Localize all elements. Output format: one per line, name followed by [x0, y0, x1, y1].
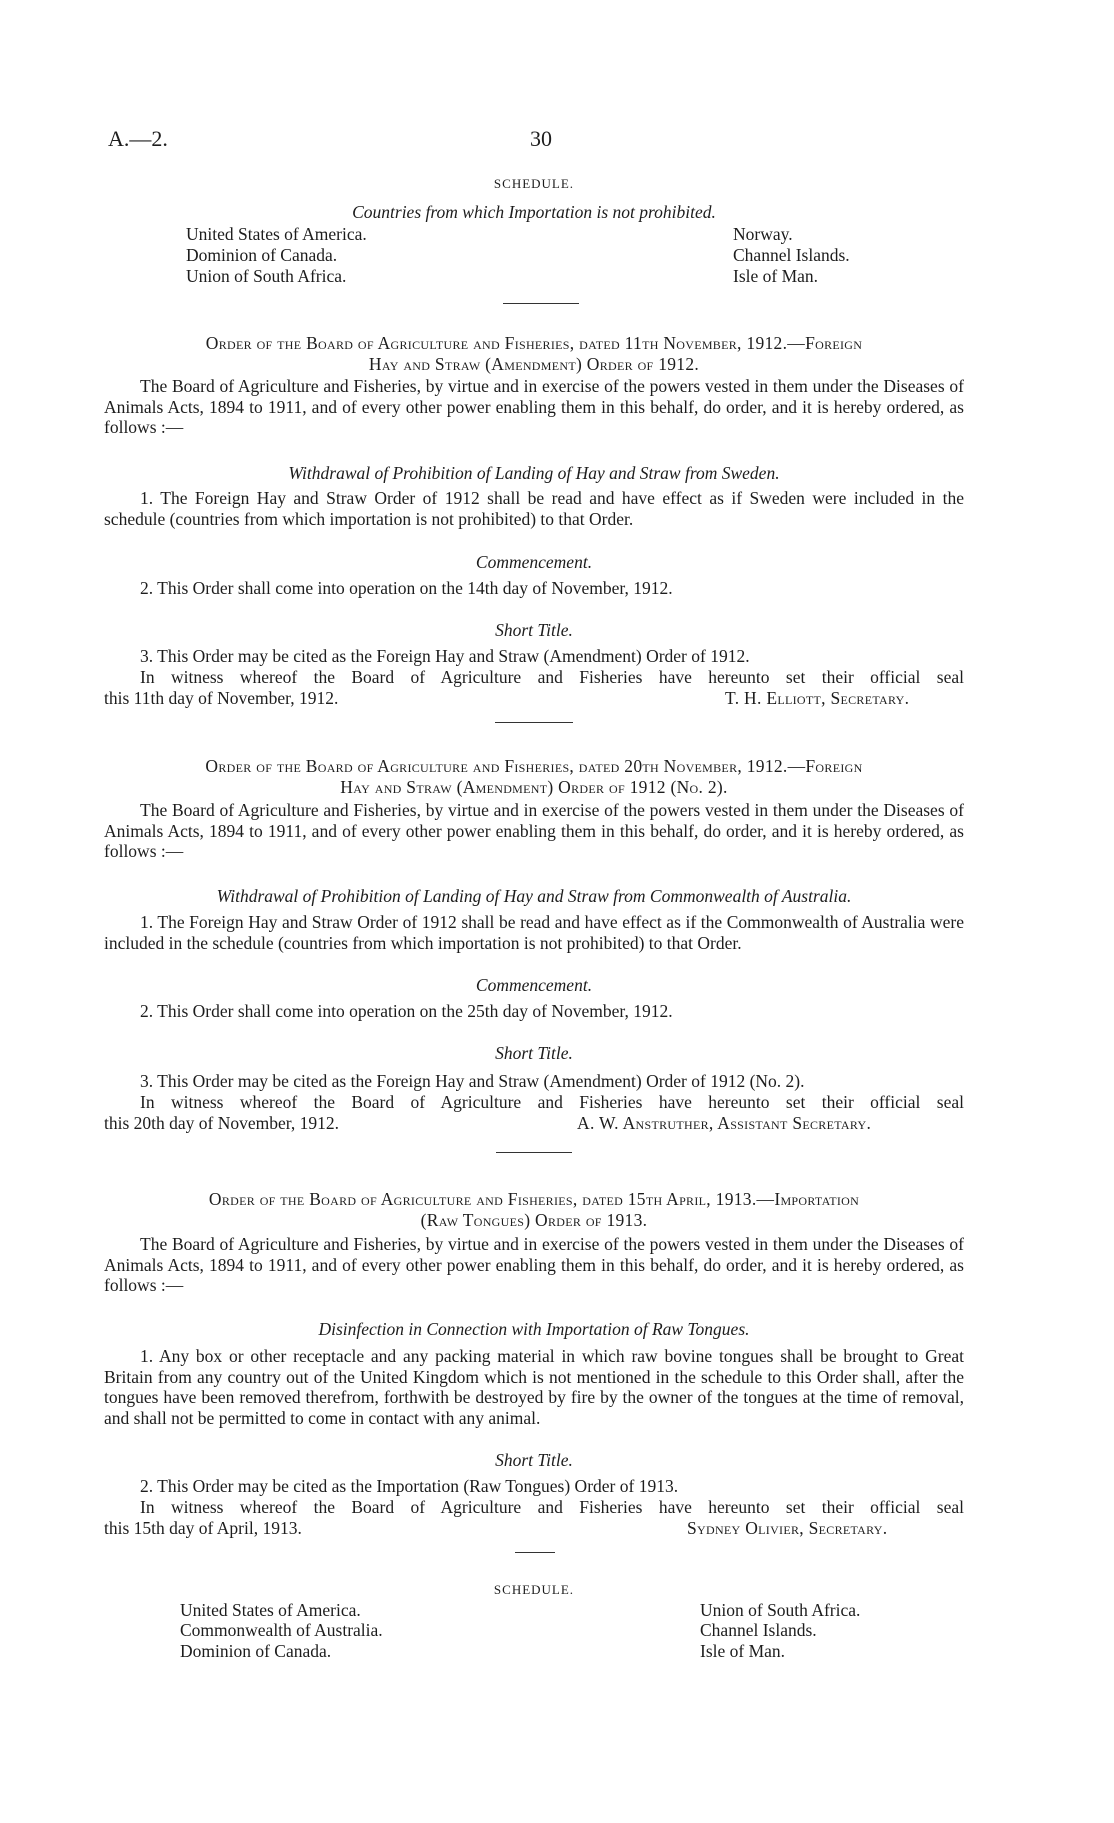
witness-clause: In witness whereof the Board of Agriculture and Fisheries have hereunto set their official seal: [140, 1092, 964, 1112]
section-heading: Commencement.: [475, 552, 593, 572]
order-paragraph: 1. The Foreign Hay and Straw Order of 1912 shall be read and have effect as if the Commonwealth of Australia were included in the schedule (countries from which importation is not prohibited) to that Order.: [104, 912, 964, 953]
schedule-country: Norway.: [733, 224, 793, 244]
order-title: Hay and Straw (Amendment) Order of 1912.: [368, 354, 700, 374]
order-title: Hay and Straw (Amendment) Order of 1912 (No. 2).: [340, 777, 728, 797]
order-preamble: The Board of Agriculture and Fisheries, by virtue and in exercise of the powers vested in them under the Diseases of Animals Acts, 1894 to 1911, and of every other power enabling them in this behalf, do order, and it is hereby ordered, as follows :—: [104, 376, 964, 437]
signature: T. H. Elliott, Secretary.: [725, 688, 910, 708]
witness-date: this 11th day of November, 1912.: [104, 688, 339, 708]
document-reference: A.—2.: [108, 126, 168, 151]
order-title: Order of the Board of Agriculture and Fisheries, dated 20th November, 1912.—Foreign: [205, 756, 863, 776]
section-heading: Commencement.: [475, 975, 593, 995]
divider: [515, 1552, 555, 1553]
order-paragraph: 3. This Order may be cited as the Foreign Hay and Straw (Amendment) Order of 1912.: [140, 646, 750, 666]
schedule-subtitle: Countries from which Importation is not prohibited.: [352, 202, 716, 222]
section-heading: Short Title.: [495, 1450, 573, 1470]
order-paragraph: 2. This Order shall come into operation on the 25th day of November, 1912.: [140, 1001, 673, 1021]
section-heading: Disinfection in Connection with Importation of Raw Tongues.: [318, 1319, 750, 1339]
schedule-country: United States of America.: [186, 224, 367, 244]
witness-date: this 15th day of April, 1913.: [104, 1518, 302, 1538]
divider: [503, 303, 579, 304]
order-title: Order of the Board of Agriculture and Fisheries, dated 15th April, 1913.—Importation: [208, 1189, 860, 1209]
section-heading: Short Title.: [495, 1043, 573, 1063]
schedule-country: Union of South Africa.: [700, 1600, 861, 1620]
divider: [496, 1152, 572, 1153]
signature: Sydney Olivier, Secretary.: [687, 1518, 888, 1538]
order-title: Order of the Board of Agriculture and Fisheries, dated 11th November, 1912.—Foreign: [205, 333, 863, 353]
section-heading: Short Title.: [495, 620, 573, 640]
order-preamble: The Board of Agriculture and Fisheries, by virtue and in exercise of the powers vested in them under the Diseases of Animals Acts, 1894 to 1911, and of every other power enabling them in this behalf, do order, and it is hereby ordered, as follows :—: [104, 800, 964, 861]
page-number: 30: [530, 126, 552, 151]
schedule-country: Dominion of Canada.: [186, 245, 338, 265]
schedule-title: SCHEDULE.: [493, 176, 575, 191]
schedule-title: SCHEDULE.: [493, 1582, 575, 1597]
schedule-country: Channel Islands.: [733, 245, 850, 265]
order-paragraph: 3. This Order may be cited as the Foreign Hay and Straw (Amendment) Order of 1912 (No. 2).: [140, 1071, 805, 1091]
witness-clause: In witness whereof the Board of Agriculture and Fisheries have hereunto set their official seal: [140, 667, 964, 687]
witness-clause: In witness whereof the Board of Agriculture and Fisheries have hereunto set their official seal: [140, 1497, 964, 1517]
schedule-country: Isle of Man.: [733, 266, 819, 286]
schedule-country: United States of America.: [180, 1600, 361, 1620]
schedule-country: Dominion of Canada.: [180, 1641, 332, 1661]
section-heading: Withdrawal of Prohibition of Landing of Hay and Straw from Sweden.: [288, 463, 780, 483]
order-title: (Raw Tongues) Order of 1913.: [420, 1210, 648, 1230]
order-paragraph: 1. Any box or other receptacle and any packing material in which raw bovine tongues shall be brought to Great Britain from any country out of the United Kingdom which is not mentioned in the schedule to this Order shall, after the tongues have been removed therefrom, forthwith be destroyed by fire by the owner of the tongues at the time of removal, and shall not be permitted to come in contact with any animal.: [104, 1346, 964, 1428]
divider: [495, 722, 573, 723]
order-paragraph: 2. This Order shall come into operation on the 14th day of November, 1912.: [140, 578, 673, 598]
signature: A. W. Anstruther, Assistant Secretary.: [577, 1113, 872, 1133]
schedule-country: Channel Islands.: [700, 1620, 817, 1640]
schedule-country: Isle of Man.: [700, 1641, 786, 1661]
order-paragraph: 2. This Order may be cited as the Importation (Raw Tongues) Order of 1913.: [140, 1476, 679, 1496]
section-heading: Withdrawal of Prohibition of Landing of Hay and Straw from Commonwealth of Australia.: [216, 886, 852, 906]
order-preamble: The Board of Agriculture and Fisheries, by virtue and in exercise of the powers vested in them under the Diseases of Animals Acts, 1894 to 1911, and of every other power enabling them in this behalf, do order, and it is hereby ordered, as follows :—: [104, 1234, 964, 1295]
order-paragraph: 1. The Foreign Hay and Straw Order of 1912 shall be read and have effect as if Sweden were included in the schedule (countries from which importation is not prohibited) to that Order.: [104, 488, 964, 529]
witness-date: this 20th day of November, 1912.: [104, 1113, 340, 1133]
schedule-country: Union of South Africa.: [186, 266, 347, 286]
schedule-country: Commonwealth of Australia.: [180, 1620, 383, 1640]
